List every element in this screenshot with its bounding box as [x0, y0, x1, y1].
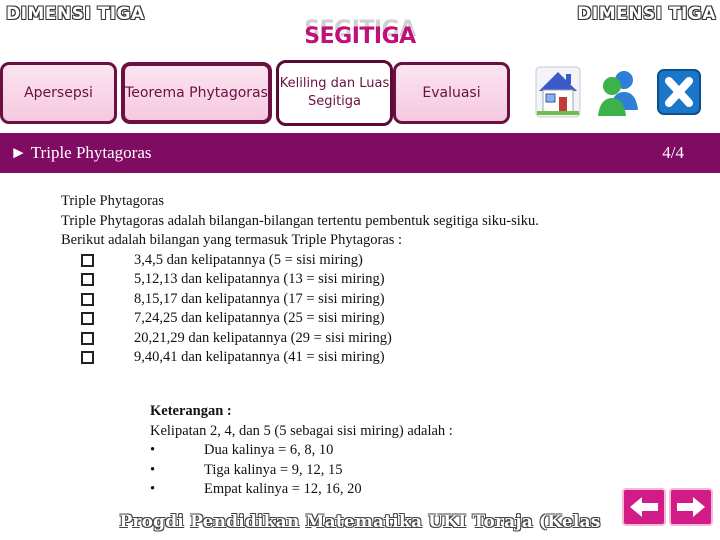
list-item: [61, 270, 541, 290]
nav-apersepsi-button[interactable]: Apersepsi: [0, 62, 117, 124]
keterangan-item-text: Dua kalinya = 6, 8, 10: [204, 442, 334, 458]
checkbox-bullet-icon: [81, 273, 94, 286]
keterangan-item: [150, 441, 510, 461]
nav-keliling-button[interactable]: Keliling dan Luas Segitiga: [276, 60, 393, 126]
keterangan-item-text: Tiga kalinya = 9, 12, 15: [204, 461, 343, 478]
keterangan-item: [150, 461, 510, 481]
content-heading: Triple Phytagoras: [61, 193, 164, 209]
checkbox-bullet-icon: [81, 312, 94, 325]
checkbox-bullet-icon: [81, 332, 94, 345]
home-button[interactable]: [533, 64, 583, 120]
close-button[interactable]: [654, 64, 704, 120]
content-paragraph: Triple Phytagoras adalah bilangan-bilangan tertentu pembentuk segitiga siku-siku. Berikut adalah bilangan yang termasuk Triple Phytagoras :: [61, 212, 539, 248]
keterangan-box: [150, 402, 510, 500]
bullet-dot: •: [150, 481, 156, 497]
checkbox-bullet-icon: [81, 351, 94, 364]
page-title: SEGITIGA: [304, 24, 416, 49]
corner-title-left: DIMENSI TIGA: [6, 4, 145, 24]
list-item: [61, 329, 541, 349]
section-bar: [0, 133, 720, 173]
keterangan-intro: Kelipatan 2, 4, dan 5 (5 sebagai sisi miring) adalah :: [150, 422, 453, 439]
nav-teorema-button[interactable]: Teorema Phytagoras: [121, 62, 272, 124]
nav-evaluasi-button[interactable]: Evaluasi: [393, 62, 510, 124]
list-item-text: 3,4,5 dan kelipatannya (5 = sisi miring): [134, 251, 363, 268]
keterangan-item-text: Empat kalinya = 12, 16, 20: [204, 481, 362, 497]
list-item-text: 20,21,29 dan kelipatannya (29 = sisi miring): [134, 329, 392, 346]
list-item-text: 8,15,17 dan kelipatannya (17 = sisi miring): [134, 290, 385, 307]
list-item-text: 7,24,25 dan kelipatannya (25 = sisi miring): [134, 310, 385, 326]
checkbox-bullet-icon: [81, 293, 94, 306]
list-item-text: 5,12,13 dan kelipatannya (13 = sisi miring): [134, 271, 385, 287]
close-icon: [654, 64, 704, 120]
keterangan-title: Keterangan :: [150, 403, 232, 419]
list-item: [61, 348, 541, 368]
users-button[interactable]: [594, 64, 644, 120]
list-item-text: 9,40,41 dan kelipatannya (41 = sisi miring): [134, 349, 385, 365]
content-area: [61, 192, 541, 368]
list-item: [61, 251, 541, 271]
home-icon: [533, 64, 583, 120]
users-icon: [594, 64, 644, 120]
footer-text: Progdi Pendidikan Matematika UKI Toraja (Kelas: [119, 512, 601, 532]
list-item: [61, 309, 541, 329]
keterangan-item: [150, 480, 510, 500]
section-title: ► Triple Phytagoras: [10, 143, 152, 162]
list-item: [61, 290, 541, 310]
bullet-dot: •: [150, 442, 156, 458]
checkbox-bullet-icon: [81, 254, 94, 267]
corner-title-right: DIMENSI TIGA: [577, 4, 716, 24]
bullet-dot: •: [150, 461, 156, 478]
page-indicator: 4/4: [662, 143, 684, 162]
